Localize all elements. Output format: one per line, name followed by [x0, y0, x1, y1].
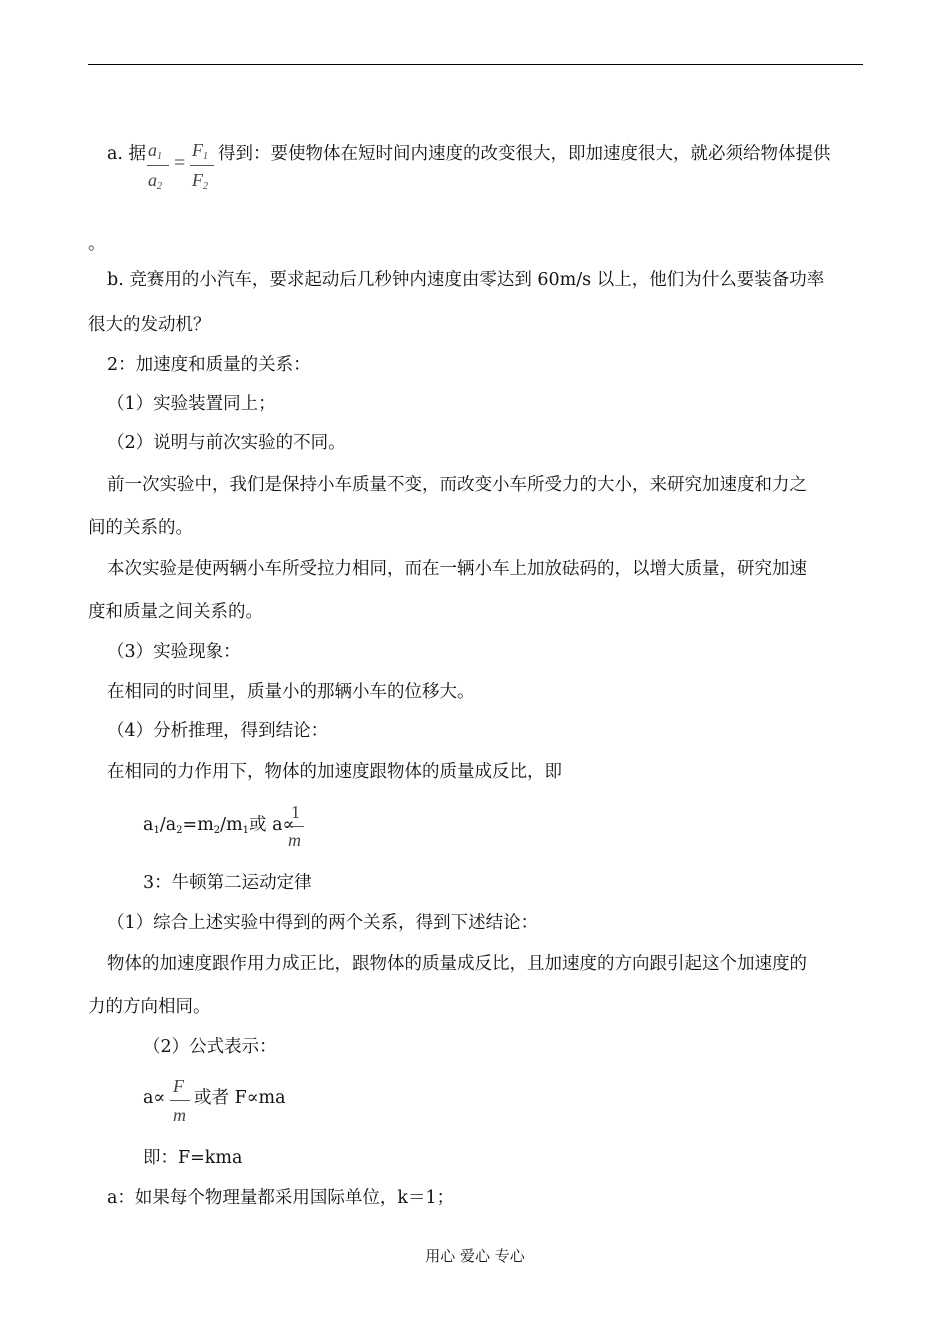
f3-frac-num: F	[173, 1076, 184, 1096]
text-line-2b: 很大的发动机？	[88, 315, 211, 335]
f3-head: a∝	[143, 1088, 166, 1108]
frac1-bar	[147, 165, 169, 166]
f2-frac-num: 1	[291, 802, 300, 822]
text-line-15b: 力的方向相同。	[88, 997, 211, 1017]
f3-frac-den: m	[173, 1105, 186, 1125]
header-rule	[88, 64, 863, 65]
f2-sub4: 1	[242, 825, 250, 836]
text-line-5: （2）说明与前次实验的不同。	[107, 433, 346, 453]
frac1-numerator	[148, 140, 162, 162]
text-line-1-prefix: a. 据	[107, 144, 147, 164]
f3-tail: 或者 F∝ma	[194, 1088, 286, 1108]
frac2-denominator	[192, 170, 208, 192]
frac2-numerator	[192, 140, 208, 162]
frac1-denominator	[148, 170, 162, 192]
text-line-8: （3）实验现象：	[107, 642, 241, 662]
formula-inverse-ratio	[143, 813, 294, 843]
f2-frac-bar	[286, 826, 304, 827]
f2-a: a	[143, 815, 154, 835]
frac2-den-sub: 2	[203, 181, 208, 192]
frac2-den-var: F	[192, 170, 203, 190]
f3-frac-bar	[170, 1100, 190, 1101]
frac1-den-sub: 2	[157, 181, 162, 192]
section-3-heading: 3：牛顿第二运动定律	[143, 873, 312, 893]
frac1-den-var: a	[148, 170, 157, 190]
f2-sub3: 2	[213, 825, 221, 836]
text-line-7b: 度和质量之间关系的。	[88, 602, 263, 622]
text-line-2a: b. 竞赛用的小汽车，要求起动后几秒钟内速度由零达到 60m/s 以上，他们为什么要装备功率	[107, 270, 825, 290]
frac2-bar	[190, 165, 214, 166]
text-line-7a: 本次实验是使两辆小车所受拉力相同，而在一辆小车上加放砝码的，以增大质量，研究加速	[107, 559, 807, 579]
page-footer: 用心 爱心 专心	[425, 1247, 525, 1265]
text-line-15a: 物体的加速度跟作用力成正比，跟物体的质量成反比，且加速度的方向跟引起这个加速度的	[107, 954, 807, 974]
frac1-num-sub: 1	[157, 151, 162, 162]
text-line-1-end: 。	[88, 234, 106, 254]
frac2-num-var: F	[192, 140, 203, 160]
text-line-19: a：如果每个物理量都采用国际单位，k＝1；	[107, 1188, 455, 1208]
f2-m1: /m	[220, 815, 243, 835]
section-2-heading: 2：加速度和质量的关系：	[107, 355, 311, 375]
frac-equals: =	[174, 152, 186, 174]
text-line-10: （4）分析推理，得到结论：	[107, 721, 329, 741]
text-line-16: （2）公式表示：	[143, 1037, 277, 1057]
f2-sub1: 1	[153, 825, 160, 836]
f2-frac-den: m	[288, 830, 301, 850]
text-line-6b: 间的关系的。	[88, 518, 193, 538]
text-line-1: 得到：要使物体在短时间内速度的改变很大，即加速度很大，就必须给物体提供	[218, 144, 831, 164]
f2-a2: /a	[159, 815, 177, 835]
text-line-4: （1）实验装置同上；	[107, 394, 276, 414]
f2-tail: 或 a∝	[249, 815, 295, 835]
text-line-11: 在相同的力作用下，物体的加速度跟物体的质量成反比，即	[107, 762, 562, 782]
f2-m2: =m	[182, 815, 214, 835]
text-line-6a: 前一次实验中，我们是保持小车质量不变，而改变小车所受力的大小，来研究加速度和力之	[107, 475, 807, 495]
text-line-9: 在相同的时间里，质量小的那辆小车的位移大。	[107, 682, 475, 702]
frac1-num-var: a	[148, 140, 157, 160]
text-line-14: （1）综合上述实验中得到的两个关系，得到下述结论：	[107, 913, 539, 933]
text-line-18: 即：F=kma	[143, 1148, 243, 1168]
frac2-num-sub: 1	[203, 151, 208, 162]
f2-sub2: 2	[176, 825, 183, 836]
